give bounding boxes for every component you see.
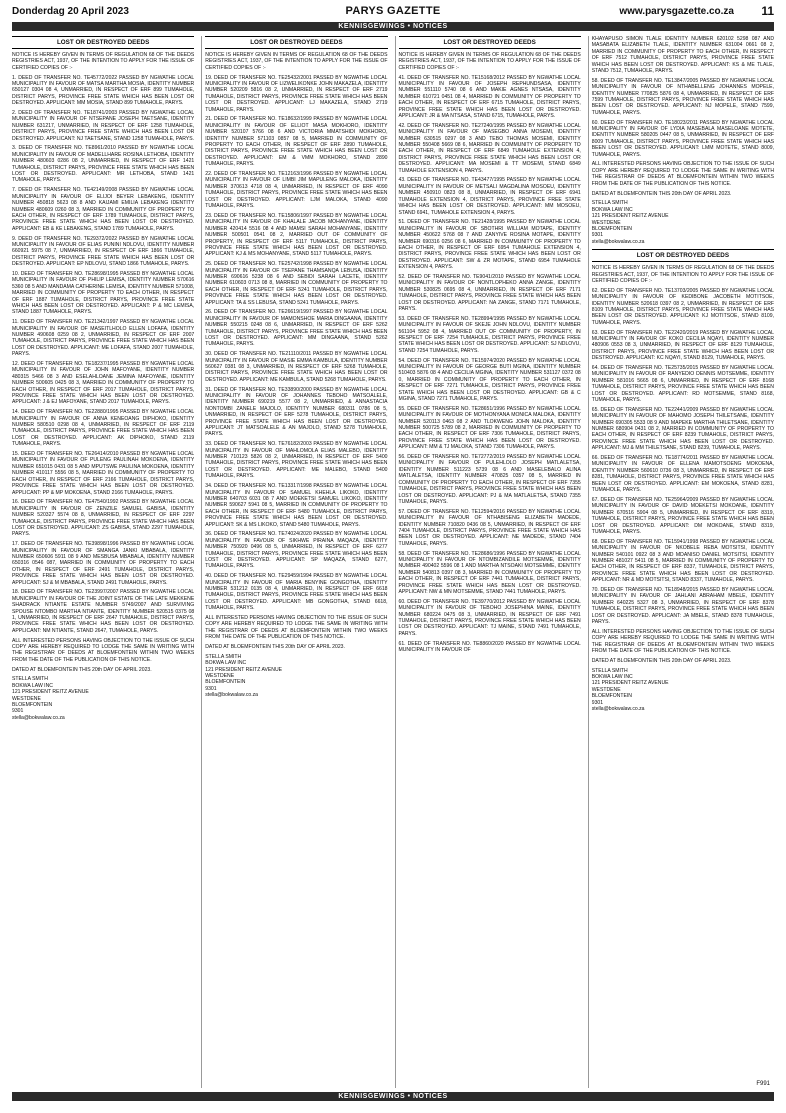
contact-address	[205, 654, 387, 699]
notice-paragraph: 65. DEED OF TRANSFER NO. TE22441/2009 PASSED BY NGWATHE LOCAL MUNICIPALITY IN FAVOUR OF MAHOMO JOSEPH THILETSANE, IDENTITY NUMBER 690305 5533 08 9 AND MAPEKE MARTHA THILETSANE, IDENTITY NUMBER 680904 0431 08 2, MARRIED IN COMMUNITY OF PROPERTY TO EACH OTHER, IN RESPECT OF ERF 8239 TUMAHOLE, DISTRICT PARYS, PROVINCE FREE STATE WHICH HAS BEEN LOST OR DESTROYED. APPLICANT: MJ & MM THILETSANE, STAND 8239, TUMAHOLE, PARYS.	[591, 406, 774, 452]
address-line: 121 PRESIDENT REITZ AVENUE	[591, 213, 669, 220]
address-line: BOKWA LAW INC	[205, 660, 247, 667]
notice-paragraph: 51. DEED OF TRANSFER NO. TE21428/1995 PASSED BY NGWATHE LOCAL MUNICIPALITY IN FAVOUR OF SBOTHRI WILLIAM MOTAPE, IDENTITY NUMBER 450622 5768 08 7 AND ZANYIVE ROSINA MOTAPE, IDENTITY NUMBER 690316 0256 08 6, MARRIED IN COMMUNITY OF PROPERTY TO EACH OTHER, IN RESPECT OF ERF 6954 TUMAHOLE EXTENSION 4, DISTRICT PARYS, PROVINCE FREE STATE WHICH HAS BEEN LOST OR DESTROYED. APPLICANT: SW & ZR MOTAPE, STAND 6954 TUMAHOLE EXTENSION 4, PARYS.	[398, 219, 581, 271]
notice-paragraph: 57. DEED OF TRANSFER NO. TE12594/2016 PASSED BY NGWATHE LOCAL MUNICIPALITY IN FAVOUR OF NTHABISENG ELIZABETH MADEDE, IDENTITY NUMBER 710820 0436 08 5, UNMARRIED, IN RESPECT OF ERF 7404 TUMAHOLE, DISTRICT PARYS, PROVINCE FREE STATE WHICH HAS BEEN LOST OR DESTROYED. APPLICANT: NE MADEDE, STAND 7404 TUMAHOLE, PARYS.	[398, 508, 581, 547]
notice-paragraph: 34. DEED OF TRANSFER NO. TE13317/1998 PASSED BY NGWATHE LOCAL MUNICIPALITY IN FAVOUR OF SAMUEL KHEHLA LIKOKO, IDENTITY NUMBER 640703 6031 08 7 AND MOEKETSI SAMUEL LIKOKO, IDENTITY NUMBER 590627 5941 08 5, MARRIED IN COMMUNITY OF PROPERTY TO EACH OTHER, IN RESPECT OF ERF 5480 TUMAHOLE, DISTRICT PARYS, PROVINCE FREE STATE WHICH HAS BEEN LOST OR DESTROYED. APPLICANT: SK & MS LIKOKO, STAND 5480 TUMAHOLE, PARYS.	[205, 483, 388, 528]
address-line: WESTDENE	[591, 219, 621, 226]
issue-date: Donderdag 20 April 2023	[12, 6, 129, 17]
notice-paragraph: 10. DEED OF TRANSFER NO. TE28698/1995 PASSED BY NGWATHE LOCAL MUNICIPALITY IN FAVOUR OF PHILIP LEMISA, IDENTITY NUMBER 570616 5360 08 5 AND MANDAMA CATHERINE LEMISA, IDENTITY NUMBER 571008, MARRIED IN COMMUNITY OF PROPERTY TO EACH OTHER, IN RESPECT OF ERF 1887 TUMAHOLE, DISTRICT PARYS, PROVINCE FREE STATE WHICH HAS BEEN LOST OR DESTROYED. APPLICANT: P & MC LEMISA, STAND 1887 TUMAHOLE, PARYS.	[12, 270, 195, 316]
notice-paragraph: 22. DEED OF TRANSFER NO. TE12163/1996 PASSED BY NGWATHE LOCAL MUNICIPALITY IN FAVOUR OF LIMBI JIM MAPULENG MALOKA, IDENTITY NUMBER 370613 4718 08 4, UNMARRIED, IN RESPECT OF ERF 4090 TUMAHOLE, DISTRICT PARYS, PROVINCE FREE STATE WHICH HAS BEEN LOST OR DESTROYED. APPLICANT: LJM MALOKA, STAND 4090 TUMAHOLE, PARYS.	[205, 171, 388, 210]
notice-paragraph: 62. DEED OF TRANSFER NO. TE13703/2005 PASSED BY NGWATHE LOCAL MUNICIPALITY IN FAVOUR OF KEDIBONE JACOBETH MOTITSOE, IDENTITY NUMBER 520618 0397 08 2, UNMARRIED, IN RESPECT OF ERF 8109 TUMAHOLE, DISTRICT PARYS, PROVINCE FREE STATE WHICH HAS BEEN LOST OR DESTROYED. APPLICANT: KJ MOTITSOE, STAND 8109, TUMAHOLE, PARYS.	[591, 287, 774, 326]
notice-paragraph: 7. DEED OF TRANSFER NO. TE42149/2008 PASSED BY NGWATHE LOCAL MUNICIPALITY IN FAVOUR OF ELIJOI BEYER LEBAKENG, IDENTITY NUMBER 450818 5623 08 8 AND KAIJAMI EMILIA LEBAKENG IDENTITY NUMBER 480609 0260 08 3, MARRIED IN COMMUNITY OF PROPERTY TO EACH OTHER, IN RESPECT OF ERF 1789 TUMAHOLE, DISTRICT PARYS, PROVINCE FREE STATE WHICH HAS BEEN LOST OR DESTROYED. APPLICANT: EB & KE LEBAKENG, STAND 1789 TUMAHOLE, PARYS.	[12, 187, 195, 232]
notice-paragraph: 70. DEED OF TRANSFER NO. TE18948/2015 PASSED BY NGWATHE LOCAL MUNICIPALITY IN FAVOUR OF JAHLANI ABRAHAM MBELE, IDENTITY NUMBER 640225 5327 08 3, UNMARRIED, IN RESPECT OF ERF 8378 TUMAHOLE, DISTRICT PARYS, PROVINCE FREE STATE WHICH HAS BEEN LOST OR DESTROYED. APPLICANT: JA MBELE, STAND 8378 TUMAHOLE, PARYS.	[591, 586, 774, 625]
notice-paragraph: 14. DEED OF TRANSFER NO. TE22880/1995 PASSED BY NGWATHE LOCAL MUNICIPALITY IN FAVOUR OF ANNA KENEOANG DIPHOKO, IDENTITY NUMBER 580510 0298 08 4, UNMARRIED, IN RESPECT OF ERF 2119 TUMAHOLE, DISTRICT PARYS, PROVINCE FREE STATE WHICH HAS BEEN LOST OR DESTROYED. APPLICANT: AK DIPHOKO, STAND 2119 TUMAHOLE, PARYS.	[12, 409, 195, 448]
notice-paragraph: 63. DEED OF TRANSFER NO. TE22420/2019 PASSED BY NGWATHE LOCAL MUNICIPALITY IN FAVOUR OF KOKO CECILIA NQAYI, IDENTITY NUMBER 480906 0553 08 3, UNMARRIED, IN RESPECT OF ERF 8129 TUMAHOLE, DISTRICT PARYS, PROVINCE FREE STATE WHICH HAS BEEN LOST OR DESTROYED. APPLICANT: KC NQAYI, STAND 8129, TUMAHOLE, PARYS.	[591, 329, 774, 362]
notice-paragraph: 30. DEED OF TRANSFER NO. TE21110/2011 PASSED BY NGWATHE LOCAL MUNICIPALITY IN FAVOUR OF MASIE EMMA KAMBULA, IDENTITY NUMBER 560627 0381 08 3, UNMARRIED, IN RESPECT OF ERF 5268 TUMAHOLE, DISTRICT PARYS, PROVINCE FREE STATE WHICH HAS BEEN LOST OR DESTROYED. APPLICANT: ME KAMBULA, STAND 5268 TUMAHOLE, PARYS.	[205, 351, 388, 383]
notice-paragraph: 18. DEED OF TRANSFER NO. TE23997/2007 PASSED BY NGWATHE LOCAL MUNICIPALITY IN FAVOUR OF THE JOINT ESTATE OF THE LATE MEKKENE SHADRACK NTIANTE ESTATE NUMBER 5749/2007 AND SURVIVING SPOUSE NTOMBO MARTHA NTIANTE, IDENTITY NUMBER 520515 0375 08 1, UNMARRIED, IN RESPECT OF ERF 2647 TUMAHOLE, DISTRICT PARYS, PROVINCE FREE STATE WHICH HAS BEEN LOST OR DESTROYED. APPLICANT: NM NTIANTE, STAND 2647, TUMAHOLE, PARYS.	[12, 589, 195, 634]
notice-paragraph: 60. DEED OF TRANSFER NO. TE39770/2012 PASSED BY NGWATHE LOCAL MUNICIPALITY IN FAVOUR OF TEBOHO JOSEPHINA MAINE, IDENTITY NUMBER 680224 0475 08 3, UNMARRIED, IN RESPECT OF ERF 7491 TUMAHOLE, DISTRICT PARYS, PROVINCE FREE STATE WHICH HAS BEEN LOST OR DESTROYED. APPLICANT: TJ MAINE, STAND 7491 TUMAHOLE, PARYS.	[398, 598, 581, 637]
notice-paragraph: 66. DEED OF TRANSFER NO. TE18774/2011 PASSED BY NGWATHE LOCAL MUNICIPALITY IN FAVOUR OF ELLENA MAMOTSOENG MOKOENA, IDENTITY NUMBER 560610 0736 08 3, UNMARRIED, IN RESPECT OF ERF 8281, TUMAHOLE, DISTRICT PARYS, PROVINCE FREE STATE WHICH HAS BEEN LOST OR DESTROYED. APPLICANT: EM MOKOENA, STAND 8281, TUMAHOLE, PARYS.	[591, 455, 774, 494]
notice-paragraph: 26. DEED OF TRANSFER NO. TE26619/1997 PASSED BY NGWATHE LOCAL MUNICIPALITY IN FAVOUR OF MAMONSHOE MARIA DINGAANA, IDENTITY NUMBER 550215 0248 08 6, UNMARRIED, IN RESPECT OF ERF 5262 TUMAHOLE, DISTRICT PARYS, PROVINCE FREE STATE WHICH HAS BEEN LOST OR DESTROYED. APPLICANT: MM DINGAANA, STAND 5262 TUMAHOLE, PARYS.	[205, 309, 388, 348]
contact-email[interactable]: stella@bokwalaw.co.za	[205, 692, 258, 699]
notice-paragraph: 33. DEED OF TRANSFER NO. TE76182/2003 PASSED BY NGWATHE LOCAL MUNICIPALITY IN FAVOUR OF MAHLOMOLA ELIAS MALEBO, IDENTITY NUMBER 710123 5826 08 2, UNMARRIED, IN RESPECT OF ERF 5400 TUMAHOLE, DISTRICT PARYS, PROVINCE FREE STATE WHICH HAS BEEN LOST OR DESTROYED. APPLICANT: ME MALEBO, STAND 5400 TUMAHOLE, PARYS.	[205, 441, 388, 480]
address-line: 9301	[591, 699, 604, 706]
address-line: BLOEMFONTEIN	[591, 693, 632, 700]
address-line: BLOEMFONTEIN	[205, 679, 246, 686]
notice-paragraph: 25. DEED OF TRANSFER NO. TE25742/1998 PASSED BY NGWATHE LOCAL MUNICIPALITY IN FAVOUR OF TSEPANE THAMSANQA LEBUSA, IDENTITY NUMBER 690616 5238 08 6 AND SEBIDI SARAH LACETE, IDENTITY NUMBER 610603 0713 08 8, MARRIED IN COMMUNITY OF PROPERTY TO EACH OTHER, IN RESPECT OF ERF 5241 TUMAHOLE, DISTRICT PARYS, PROVINCE FREE STATE WHICH HAS BEEN LOST OR DESTROYED. APPLICANT: TA & SS LEBUSA, STAND 5241 TUMAHOLE, PARYS.	[205, 261, 388, 306]
notice-paragraph: 58. DEED OF TRANSFER NO. TE13847/2005 PASSED BY NGWATHE LOCAL MUNICIPALITY IN FAVOUR OF NTHABELLENG JOHANNES MOPELE, IDENTITY NUMBER 770825 5876 08 4, UNMARRIED, IN RESPECT OF ERF 7599 TUMAHOLE, DISTRICT PARYS, PROVINCE FREE STATE WHICH HAS BEEN LOST OR DESTROYED. APPLICANT: NJ MOPELE, STAND 7599, TUMAHOLE, PARYS.	[591, 77, 774, 116]
notice-paragraph: NOTICE IS HEREBY GIVEN IN TERMS OF REGULATION 68 OF THE DEEDS REGISTRIES ACT, 1937, OF THE INTENTION TO APPLY FOR THE ISSUE OF CERTIFIED COPIES OF :-	[398, 52, 581, 71]
notice-paragraph: DATED AT BLOEMFONTEIN THIS 20th DAY OF APRIL 2023.	[591, 190, 732, 197]
address-line: 9301	[205, 685, 217, 692]
column-3	[395, 36, 581, 1088]
notice-paragraph: 43. DEED OF TRANSFER NO. TE43477/1995 PASSED BY NGWATHE LOCAL MUNICIPALITY IN FAVOUR OF METSALI MAGDALINA MOSOEU, IDENTITY NUMBER 450910 0823 08 8, UNMARRIED, IN RESPECT OF ERF 6941 TUMAHOLE EXTENSION 4, DISTRICT PARYS, PROVINCE FREE STATE WHICH HAS BEEN LOST OR DESTROYED. APPLICANT: MM MOSOEU, STAND 6941, TUMAHOLE EXTENSION 4, PARYS.	[398, 177, 581, 216]
notice-paragraph: DATED AT BLOEMFONTEIN THIS 20th DAY OF APRIL 2023.	[205, 644, 345, 650]
notice-paragraph: 1. DEED OF TRANSFER NO. TE45772/2022 PASSED BY NGWATHE LOCAL MUNICIPALITY IN FAVOUR OF MATSA MARTHA MOSIA, IDENTITY NUMBER 650127 0304 08 4, UNMARRIED, IN RESPECT OF ERF 899 TUMAHOLE, DISTRICT PARYS, PROVINCE FREE STATE WHICH HAS BEEN LOST OR DESTROYED. APPLICANT: MM MOSIA, STAND 899 TUMAHOLE, PARYS.	[12, 74, 195, 107]
address-line: BLOEMFONTEIN	[591, 225, 632, 232]
notice-paragraph: 60. DEED OF TRANSFER NO. TE18023/2011 PASSED BY NGWATHE LOCAL MUNICIPALITY IN FAVOUR OF LYDIA MASEBALA MASELOANE MOTETE, IDENTITY NUMBER 580205 0447 08 5, UNMARRIED, IN RESPECT OF ERF 8009 TUMAHOLE, DISTRICT PARYS, PROVINCE FREE STATE WHICH HAS BEEN LOST OR DESTROYED. APPLICANT: LMM MOTETE, STAND 8009, TUMAHOLE, PARYS.	[591, 119, 774, 158]
address-line: STELLA SMITH	[591, 667, 628, 674]
address-line: 9301	[591, 232, 604, 239]
notice-paragraph: KHAYAPUSO SIMON TLALE IDENTITY NUMBER 620102 5298 087 AND MASABATA ELIZABETH TLALE, IDENTITY NUMBER 631004 0661 08 2, MARRIED IN COMMUNITY OF PROPERTY TO EACH OTHER, IN RESPECT OF ERF 7512 TUMAHOLE, DISTRICT PARYS, PROVINCE FREE STATE WHICH HAS BEEN LOST OR DESTROYED. APPLICANT: KS & ME TLALE, STAND 7512, TUMAHOLE, PARYS.	[591, 36, 774, 75]
newspaper-title: PARYS GAZETTE	[345, 5, 441, 17]
address-line: STELLA SMITH	[591, 200, 628, 207]
notice-paragraph: 40. DEED OF TRANSFER NO. TE29459/1994 PASSED BY NGWATHE LOCAL MUNICIPALITY IN FAVOUR OF MARIA BENYINE GONGOTHA, IDENTITY NUMBER 531212 0135 08 4, UNMARRIED, IN RESPECT OF ERF 6618 TUMAHOLE, DISTRICT PARYS, PROVINCE FREE STATE WHICH HAS BEEN LOST OR DESTROYED. APPLICANT: MB GONGOTHA, STAND 6618, TUMAHOLE, PARYS.	[205, 573, 388, 612]
contact-email[interactable]: stella@bokwalaw.co.za	[12, 714, 65, 721]
section-heading: LOST OR DESTROYED DEEDS	[205, 36, 387, 49]
column-2	[201, 36, 387, 1088]
notice-paragraph: 16. DEED OF TRANSFER NO. TE47540/1992 PASSED BY NGWATHE LOCAL MUNICIPALITY IN FAVOUR OF ZENZILE SAMUEL GABISA, IDENTITY NUMBER 520327 5574 08 8, UNMARRIED, IN RESPECT OF ERF 2297 TUMAHOLE, DISTRICT PARYS, PROVINCE FREE STATE WHICH HAS BEEN LOST OR DESTROYED. APPLICANT: ZS GABISA, STAND 2297 TUMAHOLE, PARYS.	[12, 499, 195, 538]
page-header	[0, 0, 786, 22]
notice-paragraph: 9. DEED OF TRANSFER NO. TE29372/2022 PASSED BY NGWATHE LOCAL MUNICIPALITY IN FAVOUR OF ELIAS PUNINI NDLOVU, IDENTITY NUMBER 660921 5975 08 7, UNMARRIED, IN RESPECT OF ERF 1866 TUMAHOLE, DISTRICT PARYS, PROVINCE FREE STATE WHICH HAS BEEN LOST OR DESTROYED. APPLICANT: EP NDLOVU, STAND 1866 TUMAHOLE, PARYS.	[12, 235, 195, 268]
notice-paragraph: NOTICE IS HEREBY GIVEN IN TERMS OF REGULATION 68 OF THE DEEDS REGISTRIES ACT, 1937, OF THE INTENTION TO APPLY FOR THE ISSUE OF CERTIFIED COPIES OF :-	[205, 52, 388, 71]
page-code: F991	[756, 1081, 770, 1087]
page-number: 11	[761, 4, 774, 18]
notice-paragraph: 15. DEED OF TRANSFER NO. TE26414/2010 PASSED BY NGWATHE LOCAL MUNICIPALITY IN FAVOUR OF PULENG PAULINAH MOKOENA, IDENTITY NUMBER 651015 0431 08 5 AND MPUTSWE PAULINA MOKOENA, IDENTITY NUMBER 410117 5556 08 5, MARRIED IN COMMUNITY OF PROPERTY TO EACH OTHER, IN RESPECT OF ERF 2166 TUMAHOLE, DISTRICT PARYS, PROVINCE FREE STATE WHICH HAS BEEN LOST OR DESTROYED. APPLICANT: PP & MP MOKOENA, STAND 2166 TUMAHOLE, PARYS.	[12, 451, 195, 496]
notice-paragraph: 19. DEED OF TRANSFER NO. TE25432/2001 PASSED BY NGWATHE LOCAL MUNICIPALITY IN FAVOUR OF LIZWELIKONKE JOHN MAKAZELA, IDENTITY NUMBER 520209 5816 08 2, UNMARRIED, IN RESPECT OF ERF 2719 TUMAHOLE, DISTRICT PARYS, PROVINCE FREE STATE WHICH HAS BEEN LOST OR DESTROYED. APPLICANT: LJ MAKAZELA, STAND 2719 TUMAHOLE, PARYS.	[205, 74, 388, 113]
section-band-top: KENNISGEWINGS • NOTICES	[12, 22, 774, 31]
notice-paragraph: 2. DEED OF TRANSFER NO. TE18741/2003 PASSED BY NGWATHE LOCAL MUNICIPALITY IN FAVOUR OF NTSEPANE JOSEPH TAETSANE, IDENTITY NUMBER 631217, UNMARRIED, IN RESPECT OF ERF 1258 TUMAHOLE, DISTRICT PARYS, PROVINCE FREE STATE WHICH HAS BEEN LOST OR DESTROYED. APPLICANT: NJ TAETSANE, STAND 1258 TUMAHOLE, PARYS.	[12, 110, 195, 142]
column-1	[12, 36, 194, 1088]
notice-paragraph: 36. DEED OF TRANSFER NO. TE74024/2020 PASSED BY NGWATHE LOCAL MUNICIPALITY IN FAVOUR OF SIKHWE PIRAINA MAQAZA, IDENTITY NUMBER 750920 0496 08 5, UNMARRIED, IN RESPECT OF ERF 6277 TUMAHOLE, DISTRICT PARYS, PROVINCE FREE STATE WHICH HAS BEEN LOST OR DESTROYED. APPLICANT: SP MAQAZA, STAND 6277, TUMAHOLE, PARYS.	[205, 531, 388, 570]
notice-paragraph: 21. DEED OF TRANSFER NO. TE18632/1999 PASSED BY NGWATHE LOCAL MUNICIPALITY IN FAVOUR OF ELLIOT MASA MOKHORO, IDENTITY NUMBER 520107 5766 08 6 AND VICTORIA MMATSHIDI MOKHORO, IDENTITY NUMBER 571103 0857 08 5, MARRIED IN COMMUNITY OF PROPERTY TO EACH OTHER, IN RESPECT OF ERF 2890 TUMAHOLE, DISTRICT PARYS, PROVINCE FREE STATE WHICH HAS BEEN LOST OR DESTROYED. APPLICANT: EM & VMM MOKHORO, STAND 2890 TUMAHOLE, PARYS.	[205, 116, 388, 168]
notice-paragraph: 17. DEED OF TRANSFER NO. TE39898/1996 PASSED BY NGWATHE LOCAL MUNICIPALITY IN FAVOUR OF SMANGA JANKI MBABALA, IDENTITY NUMBER 650606 5911 08 9 AND MESBUSA MBABALA, IDENTITY NUMBER 650316 0546 087, MARRIED IN COMMUNITY OF PROPERTY TO EACH OTHER, IN RESPECT OF ERF 2491 TUMAHOLE, DISTRICT PARYS, PROVINCE FREE STATE WHICH HAS BEEN LOST OR DESTROYED. APPLICANT: SJ & M MBABALA, STAND 2491 TUMAHOLE, PARYS.	[12, 541, 195, 586]
address-line: STELLA SMITH	[12, 676, 48, 683]
section-heading: LOST OR DESTROYED DEEDS	[399, 36, 581, 49]
section-heading: LOST OR DESTROYED DEEDS	[12, 36, 194, 49]
notice-paragraph: 67. DEED OF TRANSFER NO. TE25964/2009 PASSED BY NGWATHE LOCAL MUNICIPALITY IN FAVOUR OF DAVID MOEKETSI MOKOANE, IDENTITY NUMBER 670516 5904 08 5, UNMARRIED, IN RESPECT OF ERF 8319, TUMAHOLE, DISTRICT PARYS, PROVINCE FREE STATE WHICH HAS BEEN LOST OR DESTROYED. APPLICANT: DM MOKOANE, STAND 8319, TUMAHOLE, PARYS.	[591, 496, 774, 535]
address-line: BOKWA LAW INC	[591, 206, 633, 213]
website-link[interactable]: www.parysgazette.co.za	[619, 6, 734, 17]
address-line: BLOEMFONTEIN	[12, 702, 53, 709]
notice-paragraph: 3. DEED OF TRANSFER NO. TE8961/2010 PASSED BY NGWATHE LOCAL MUNICIPALITY IN FAVOUR OF MADELLHARE ROSINA LETHOBA, IDENTITY NUMBER 480603 0286 08 2, UNMARRIED, IN RESPECT OF ERF 1421 TUMAHOLE, DISTRICT PARYS, PROVINCE FREE STATE WHICH HAS BEEN LOST OR DESTROYED. APPLICANT: MR LETHOBA, STAND 1421 TUMAHOLE, PARYS.	[12, 145, 195, 184]
address-line: 121 PRESIDENT REITZ AVENUE	[591, 680, 669, 687]
notice-paragraph: DATED AT BLOEMFONTEIN THIS 20th DAY OF APRIL 2023.	[591, 657, 732, 664]
notice-paragraph: 52. DEED OF TRANSFER NO. TE9041/2010 PASSED BY NGWATHE LOCAL MUNICIPALITY IN FAVOUR OF NONTLOPHEKO ANNA ZANGE, IDENTITY NUMBER 530825 0695 08 4, UNMARRIED, IN RESPECT OF ERF 7171 TUMAHOLE, DISTRICT PARYS, PROVINCE FREE STATE WHICH HAS BEEN LOST OR DESTROYED. APPLICANT: NA ZANGE, STAND 7171 TUMAHOLE, PARYS.	[398, 273, 581, 312]
notice-paragraph: ALL INTERESTED PERSONS HAVING OBJECTION TO THE ISSUE OF SUCH COPY ARE HEREBY REQUIRED TO LODGE THE SAME IN WRITING WITH THE REGISTRAR OF DEEDS AT BLOEMFONTEIN WITHIN TWO WEEKS FROM THE DATE OF THE PUBLICATION OF THIS NOTICE.	[12, 637, 195, 663]
notice-paragraph: ALL INTERESTED PERSONS HAVING OBJECTION TO THE ISSUE OF SUCH COPY ARE HEREBY REQUIRED TO LODGE THE SAME IN WRITING WITH THE REGISTRAR OF DEEDS AT BLOEMFONTEIN WITHIN TWO WEEKS FROM THE DATE OF THE PUBLICATION OF THIS NOTICE.	[591, 628, 774, 654]
address-line: STELLA SMITH	[205, 653, 242, 660]
column-4	[588, 36, 774, 1088]
address-line: WESTDENE	[205, 673, 235, 680]
notice-paragraph: NOTICE IS HEREBY GIVEN IN TERMS OF REGULATION 68 OF THE DEEDS REGISTRIES ACT, 1937, OF THE INTENTION TO APPLY FOR THE ISSUE OF CERTIFIED COPIES OF :-	[591, 265, 774, 284]
notice-paragraph: ALL INTERESTED PERSONS HAVING OBJECTION TO THE ISSUE OF SUCH COPY ARE HEREBY REQUIRED TO LODGE THE SAME IN WRITING WITH THE REGISTRAR OF DEEDS AT BLOEMFONTEIN WITHIN TWO WEEKS FROM THE DATE OF THE PUBLICATION OF THIS NOTICE.	[591, 161, 774, 187]
section-band-bottom: KENNISGEWINGS • NOTICES	[12, 1092, 774, 1101]
notice-paragraph: ALL INTERESTED PERSONS HAVING OBJECTION TO THE ISSUE OF SUCH COPY ARE HEREBY REQUIRED TO LODGE THE SAME IN WRITING WITH THE REGISTRAR OF DEEDS AT BLOEMFONTEIN WITHIN TWO WEEKS FROM THE DATE OF THE PUBLICATION OF THIS NOTICE.	[205, 614, 388, 641]
address-line: 9301	[12, 708, 24, 715]
notice-paragraph: 12. DEED OF TRANSFER NO. TE18237/1995 PASSED BY NGWATHE LOCAL MUNICIPALITY IN FAVOUR OF JOHN MAFOYANE, IDENTITY NUMBER 480315 5466 08 3 AND ESELAHLOANE JEMINA MAFOYANE, IDENTITY NUMBER 500605 0425 08 3, MARRIED IN COMMUNITY OF PROPERTY TO EACH OTHER, IN RESPECT OF ERF 2017 TUMAHOLE, DISTRICT PARYS, PROVINCE FREE STATE WHICH HAS BEEN LOST OR DESTROYED. APPLICANT: J & EJ MAFOYANE, STAND 2017 TUMAHOLE, PARYS.	[12, 361, 195, 406]
notice-paragraph: 64. DEED OF TRANSFER NO. TE25735/2015 PASSED BY NGWATHE LOCAL MUNICIPALITY IN FAVOUR OF RANYEDIO DENNIS MOTSEMME, IDENTITY NUMBER 581016 5665 08 6, UNMARRIED, IN RESPECT OF ERF 8168 TUMAHOLE, DISTRICT PARYS, PROVINCE FREE STATE WHICH HAS BEEN LOST OR DESTROYED. APPLICANT: RD MOTSEMME, STAND 8168, TUMAHOLE, PARYS.	[591, 365, 774, 404]
notice-paragraph: 58. DEED OF TRANSFER NO. TE28686/1996 PASSED BY NGWATHE LOCAL MUNICIPALITY IN FAVOUR OF NTOMBIZANDILE MOTSEMME, IDENTITY NUMBER 490402 5596 08 1 AND MARTHA NTSOAKI MOTSEMME, IDENTITY NUMBER 540813 0397 08 3, MARRIED IN COMMUNITY OF PROPERTY TO EACH OTHER, IN RESPECT OF ERF 7441 TUMAHOLE, DISTRICT PARYS, PROVINCE FREE STATE WHICH HAS BEEN LOST OR DESTROYED. APPLICANT: NW & MN MOTSEMME, STAND 7441 TUMAHOLE, PARYS.	[398, 550, 581, 595]
contact-email[interactable]: stella@bokwalaw.co.za	[591, 706, 645, 713]
notice-paragraph: DATED AT BLOEMFONTEIN THIS 20th DAY OF APRIL 2023.	[12, 666, 152, 673]
contact-address	[12, 676, 194, 721]
address-line: 121 PRESIDENT REITZ AVENUE	[205, 666, 283, 673]
notices-columns	[12, 36, 774, 1088]
address-line: BOKWA LAW INC	[12, 682, 53, 689]
notice-paragraph: 31. DEED OF TRANSFER NO. TE33890/2000 PASSED BY NGWATHE LOCAL MUNICIPALITY IN FAVOUR OF JOHANNES TEBOHO MATSOALELE, IDENTITY NUMBER 690219 5577 08 2, UNMARRIED, & ANNASTACIA NONTOMBI ZANELE MAJOLO, IDENTITY NUMBER 680311 0786 08 5, UNMARRIED, IN RESPECT OF ERF 5278 TUMAHOLE, DISTRICT PARYS, PROVINCE FREE STATE WHICH HAS BEEN LOST OR DESTROYED. APPLICANT: JT MATSOALELE & AN MAJOLO, STAND 5278 TUMAHOLE, PARYS.	[205, 386, 388, 438]
notice-paragraph: 41. DEED OF TRANSFER NO. TE15168/2012 PASSED BY NGWATHE LOCAL MUNICIPALITY IN FAVOUR OF JOSEPH REPHUNDSASA, IDENTITY NUMBER 551110 5740 08 6 AND MAKIE AGNES NTSASA, IDENTITY NUMBER 610721 0451 08 4, MARRIED IN COMMUNITY OF PROPERTY TO EACH OTHER, IN RESPECT OF ERF 6715 TUMAHOLE, DISTRICT PARYS, PROVINCE FREE STATE WHICH HAS BEEN LOST OR DESTROYED. APPLICANT: JR & MA NTSASA, STAND 6715, TUMAHOLE, PARYS.	[398, 74, 581, 120]
notice-paragraph: 56. DEED OF TRANSFER NO. TE72772/2019 PASSED BY NGWATHE LOCAL MUNICIPALITY IN FAVOUR OF PULEHLOLO JOSEPH MATLALETSA, IDENTITY NUMBER 511223 5739 08 6 AND MASELEBALO ALINA MATLALETSA, IDENTITY NUMBER 470825 0357 08 5, MARRIED IN COMMUNITY OF PROPERTY TO EACH OTHER, IN RESPECT OF ERF 7355 TUMAHOLE, DISTRICT PARYS, PROVINCE FREE STATE WHICH HAS BEEN LOST OR DESTROYED. APPLICANT: PJ & MA MATLALETSA, STAND 7355 TUMAHOLE, PARYS.	[398, 454, 581, 505]
contact-email[interactable]: stella@bokwalaw.co.za	[591, 238, 645, 245]
notice-paragraph: 55. DEED OF TRANSFER NO. TE28651/1996 PASSED BY NGWATHE LOCAL MUNICIPALITY IN FAVOUR OF MOTHONYANA MONICA MALOKA, IDENTITY NUMBER 520113 0463 08 2 AND TLOKWENG JOHN MALOKA, IDENTITY NUMBER 500725 5789 08 2, MARRIED IN COMMUNITY OF PROPERTY TO EACH OTHER, IN RESPECT OF ERF 7306 TUMAHOLE, DISTRICT PARYS, PROVINCE FREE STATE WHICH HAS BEEN LOST OR DESTROYED. APPLICANT: MM & TJ MALOKA, STAND 7306 TUMAHOLE, PARYS.	[398, 405, 581, 451]
notice-paragraph: NOTICE IS HEREBY GIVEN IN TERMS OF REGULATION 68 OF THE DEEDS REGISTRIES ACT, 1937, OF THE INTENTION TO APPLY FOR THE ISSUE OF CERTIFIED COPIES OF :-	[12, 52, 195, 71]
notice-paragraph: 23. DEED OF TRANSFER NO. TE15806/1997 PASSED BY NGWATHE LOCAL MUNICIPALITY IN FAVOUR OF KHALALE JACOB MOHANYANE, IDENTITY NUMBER 420414 5516 08 4 AND MAMSI SARAH MOHANYANE, IDENTITY NUMBER 500501 0541 08 2, MARRIED OUT OF COMMUNITY OF PROPERTY, IN RESPECT OF ERF 5117 TUMAHOLE, DISTRICT PARYS, PROVINCE FREE STATE WHICH HAS BEEN LOST OR DESTROYED. APPLICANT: KJ & MS MOHANYANE, STAND 5117 TUMAHOLE, PARYS.	[205, 212, 388, 258]
notice-paragraph: 61. DEED OF TRANSFER NO. TE8860/2020 PASSED BY NGWATHE LOCAL MUNICIPALITY IN FAVOUR OF	[398, 640, 581, 654]
address-line: WESTDENE	[12, 695, 41, 702]
notice-paragraph: 53. DEED OF TRANSFER NO. TE28994/1995 PASSED BY NGWATHE LOCAL MUNICIPALITY IN FAVOUR OF SKEJE JOHN NDLOVU, IDENTITY NUMBER 561104 5952 08 4, MARRIED OUT OF COMMUNITY OF PROPERTY, IN RESPECT OF ERF 7254 TUMAHOLE, DISTRICT PARYS, PROVINCE FREE STATE WHICH HAS BEEN LOST OR DESTROYED. APPLICANT: SJ NDLOVU, STAND 7254 TUMAHOLE, PARYS.	[398, 315, 581, 354]
notice-paragraph: 54. DEED OF TRANSFER NO. TE15974/2020 PASSED BY NGWATHE LOCAL MUNICIPALITY IN FAVOUR OF GEORGE BUTI MGINA, IDENTITY NUMBER 510403 5876 08 4 AND CECILIA MGINA, IDENTITY NUMBER 531127 0372 08 0, MARRIED IN COMMUNITY OF PROPERTY TO EACH OTHER, IN RESPECT OF ERF 7271 TUMAHOLE, DISTRICT PARYS, PROVINCE FREE STATE WHICH HAS BEEN LOST OR DESTROYED. APPLICANT: GB & C MGINA, STAND 7271 TUMAHOLE, PARYS.	[398, 357, 581, 403]
contact-address	[592, 668, 774, 713]
section-heading: LOST OR DESTROYED DEEDS	[592, 249, 774, 262]
address-line: 121 PRESIDENT REITZ AVENUE	[12, 689, 89, 696]
address-line: BOKWA LAW INC	[591, 674, 633, 680]
notice-paragraph: 11. DEED OF TRANSFER NO. TE21342/1997 PASSED BY NGWATHE LOCAL MUNICIPALITY IN FAVOUR OF MASEITLHOLO ELLEN LOFAFA, IDENTITY NUMBER 490608 0259 08 2, UNMARRIED, IN RESPECT OF ERF 2007 TUMAHOLE, DISTRICT PARYS, PROVINCE FREE STATE WHICH HAS BEEN LOST OR DESTROYED. APPLICANT: ME LOFAFA, STAND 2007 TUMAHOLE, PARYS.	[12, 319, 195, 358]
notice-paragraph: 68. DEED OF TRANSFER NO. TE15941/1998 PASSED BY NGWATHE LOCAL MUNICIPALITY IN FAVOUR OF NKOBELE REBA MOTSITSI, IDENTITY NUMBER 540101 0922 08 3 AND MDANISO DANIEL MOTSITSI, IDENTITY NUMBER 481027 5411 08 5, MARRIED IN COMMUNITY OF PROPERTY TO EACH OTHER, IN RESPECT OF ERF 8337, TUMAHOLE, DISTRICT PARYS, PROVINCE FREE STATE WHICH HAS BEEN LOST OR DESTROYED. APPLICANT: NR & MD MOTSITSI, STAND 8337, TUMAHOLE, PARYS.	[591, 538, 774, 584]
contact-address	[592, 200, 774, 245]
notice-paragraph: 42. DEED OF TRANSFER NO. TE27240/1995 PASSED BY NGWATHE LOCAL MUNICIPALITY IN FAVOUR OF MASEGBO ANNA MOSEMI, IDENTITY NUMBER 630515 0297 08 3 AND TEBO THOMAS MOSEMI, IDENTITY NUMBER 550408 5669 08 6, MARRIED IN COMMUNITY OF PROPERTY TO EACH OTHER, IN RESPECT OF ERF 6849 TUMAHOLE EXTENSION 4, DISTRICT PARYS, PROVINCE FREE STATE WHICH HAS BEEN LOST OR DESTROYED. APPLICANT: MA MOSEMI & TT MOSEMI, STAND 6849 TUMAHOLE EXTENSION 4, PARYS.	[398, 122, 581, 174]
address-line: WESTDENE	[591, 686, 621, 693]
